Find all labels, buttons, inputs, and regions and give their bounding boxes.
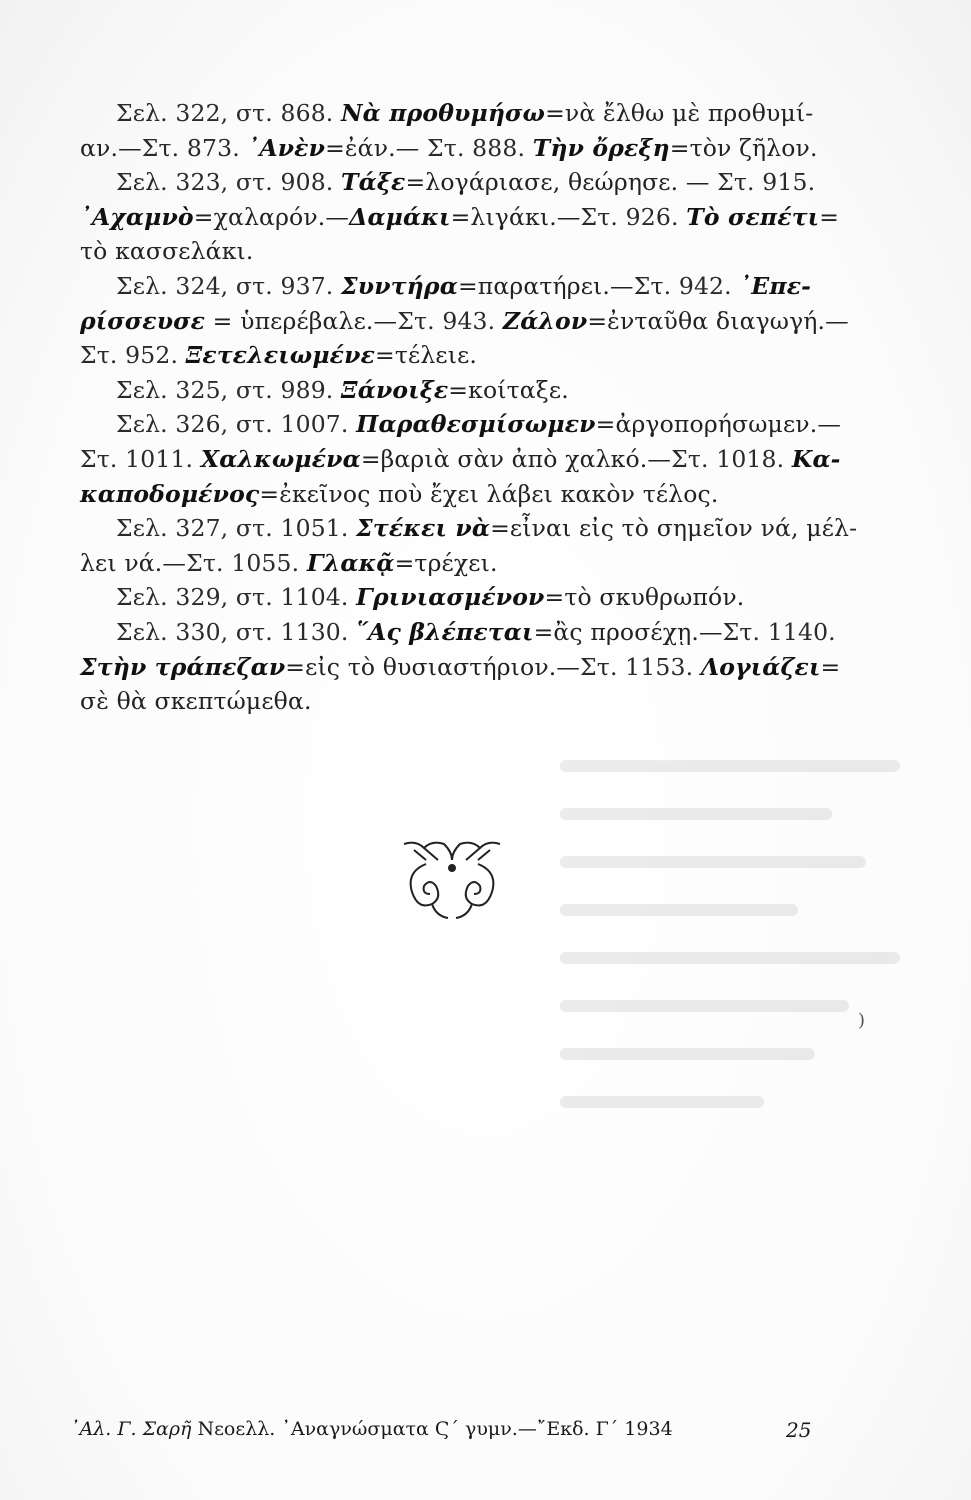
glossary-definition: τὸ κασσελάκι.	[80, 237, 254, 266]
glossary-term: Συντήρα	[341, 271, 458, 300]
glossary-definition: =τρέχει.	[394, 548, 498, 577]
glossary-definition: σὲ θὰ σκεπτώμεθα.	[80, 687, 312, 716]
glossary-line	[80, 269, 860, 304]
glossary-term: Τὴν ὄρεξη	[532, 133, 670, 162]
glossary-definition: =νὰ ἔλθω μὲ προθυμί-	[545, 99, 814, 127]
glossary-definition: =χαλαρόν.—	[193, 202, 350, 231]
line-reference: Στ. 942.	[633, 271, 740, 300]
glossary-line	[80, 477, 860, 512]
line-reference: Σελ. 327, στ. 1051.	[116, 514, 357, 543]
glossary-term: Ξετελειωμένε	[185, 341, 376, 370]
glossary-line	[80, 511, 860, 546]
glossary-line	[80, 580, 860, 615]
glossary-line	[80, 234, 860, 269]
glossary-definition: =	[819, 202, 840, 231]
bleed-through-shadow	[560, 760, 900, 1180]
glossary-definition: =ἐνταῦθα διαγωγή.—	[587, 306, 849, 335]
page-number: 25	[786, 1418, 812, 1442]
glossary-term: Λογιάζει	[700, 652, 821, 681]
glossary-line	[80, 684, 860, 719]
glossary-term: Στέκει νὰ	[356, 514, 491, 543]
glossary-definition: =ἐάν.—	[325, 133, 428, 162]
glossary-line	[80, 338, 860, 373]
glossary-line	[80, 96, 860, 131]
glossary-definition: =εἶναι εἰς τὸ σημεῖον νά, μέλ-	[490, 514, 858, 543]
line-reference: Σελ. 330, στ. 1130.	[116, 617, 357, 646]
glossary-term: Τάξε	[341, 168, 406, 197]
glossary-definition: =λιγάκι.—	[450, 202, 581, 231]
glossary-line	[80, 165, 860, 200]
glossary-definition: =εἰς τὸ θυσιαστήριον.—	[285, 652, 581, 681]
glossary-term: ρίσσευσε	[80, 306, 206, 335]
footer-source: Νεοελλ. ᾽Αναγνώσματα Ϛ΄ γυμν.—῎Εκδ. Γ΄ 1934	[191, 1418, 673, 1440]
glossary-definition: =ἂς προσέχῃ.—	[533, 617, 723, 646]
glossary-term: Κα-	[791, 444, 841, 473]
glossary-term: καποδομένος	[80, 479, 260, 508]
line-reference: Στ. 1018.	[671, 444, 792, 473]
glossary-term: Χαλκωμένα	[200, 444, 361, 473]
glossary-line	[80, 546, 860, 581]
stray-mark: )	[858, 1010, 866, 1031]
glossary-line	[80, 200, 860, 235]
line-reference: Σελ. 326, στ. 1007.	[116, 410, 357, 439]
line-reference: Στ. 952.	[80, 341, 186, 370]
glossary-term: Νὰ προθυμήσω	[341, 99, 546, 127]
line-reference: Στ. 1140.	[722, 617, 836, 646]
line-reference: Σελ. 323, στ. 908.	[116, 168, 342, 197]
line-reference: Στ. 915.	[717, 168, 816, 197]
glossary-term: Δαμάκι	[349, 202, 451, 231]
line-reference: Στ. 1153.	[580, 652, 701, 681]
glossary-definition: =τέλειε.	[375, 341, 478, 370]
line-reference: Στ. 873.	[141, 133, 248, 162]
glossary-line	[80, 442, 860, 477]
line-reference: Στ. 943.	[397, 306, 503, 335]
line-reference: Στ. 888.	[427, 133, 533, 162]
floral-ornament-icon	[396, 838, 508, 922]
line-reference: Στ. 926.	[580, 202, 687, 231]
line-reference: Σελ. 329, στ. 1104.	[116, 583, 357, 612]
glossary-term: ᾽Ανὲν	[247, 133, 326, 162]
glossary-term: ᾽Επε-	[739, 271, 812, 300]
glossary-definition: =κοίταξε.	[448, 375, 569, 404]
glossary-definition: λει νά.—	[80, 548, 187, 577]
glossary-term: Τὸ σεπέτι	[686, 202, 820, 231]
glossary-term: Ζάλον	[502, 306, 588, 335]
glossary-line	[80, 407, 860, 442]
glossary-line	[80, 615, 860, 650]
glossary-term: Παραθεσμίσωμεν	[356, 410, 596, 439]
glossary-term: Γλακᾷ	[306, 548, 395, 577]
glossary-definition: = ὑπερέβαλε.—	[205, 306, 398, 335]
glossary-definition: =βαριὰ σὰν ἀπὸ χαλκό.—	[360, 444, 672, 473]
line-reference: Σελ. 324, στ. 937.	[116, 271, 342, 300]
glossary-term: Στὴν τράπεζαν	[80, 652, 286, 681]
glossary-term: ῞Ας βλέπεται	[356, 617, 534, 646]
page-footer	[70, 1418, 830, 1440]
glossary-notes	[80, 96, 860, 719]
footer-author: ᾽Αλ. Γ. Σαρῆ	[70, 1418, 192, 1440]
glossary-term: ᾽Αχαμνὸ	[80, 202, 194, 231]
glossary-definition: =ἐκεῖνος ποὺ ἔχει λάβει κακὸν τέλος.	[259, 479, 719, 508]
glossary-line	[80, 373, 860, 408]
glossary-definition: =τὸ σκυθρωπόν.	[544, 583, 745, 612]
glossary-definition: =λογάριασε, θεώρησε. —	[405, 168, 718, 197]
glossary-definition: =παρατήρει.—	[457, 271, 634, 300]
glossary-term: Γρινιασμένον	[356, 583, 545, 612]
glossary-definition: αν.—	[80, 133, 142, 162]
glossary-definition: =τὸν ζῆλον.	[669, 133, 818, 162]
glossary-term: Ξάνοιξε	[341, 375, 449, 404]
line-reference: Σελ. 322, στ. 868.	[116, 99, 342, 127]
line-reference: Σελ. 325, στ. 989.	[116, 375, 342, 404]
glossary-line	[80, 304, 860, 339]
glossary-definition: =ἀργοπορήσωμεν.—	[595, 410, 841, 439]
glossary-definition: =	[820, 652, 841, 681]
line-reference: Στ. 1055.	[186, 548, 307, 577]
glossary-line	[80, 131, 860, 166]
line-reference: Στ. 1011.	[80, 444, 201, 473]
glossary-line	[80, 650, 860, 685]
